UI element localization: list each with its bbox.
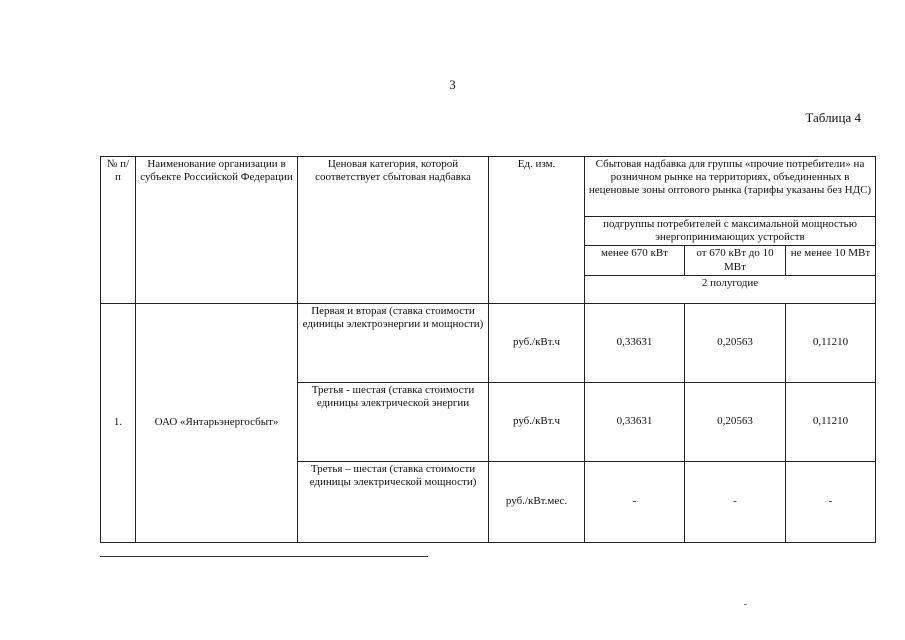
table-label: Таблица 4 xyxy=(805,110,861,125)
row-category: Первая и вторая (ставка стоимости единицы электроэнергии и мощности) xyxy=(298,303,489,382)
row-value-670-10: 0,20563 xyxy=(685,382,786,461)
row-category: Третья – шестая (ставка стоимости единицы электрической мощности) xyxy=(298,461,489,542)
header-col-670-10: от 670 кВт до 10 МВт xyxy=(685,246,786,275)
header-period: 2 полугодие xyxy=(585,275,876,303)
header-markup: Сбытовая надбавка для группы «прочие потребители» на розничном рынке на территориях, объединенных в неценовые зоны оптового рынка (тарифы указаны без НДС) xyxy=(585,157,876,217)
row-value-ge10: 0,11210 xyxy=(786,382,876,461)
row-category: Третья - шестая (ставка стоимости единицы электрической энергии xyxy=(298,382,489,461)
scan-mark xyxy=(744,604,747,605)
row-org: ОАО «Янтарьэнергосбыт» xyxy=(136,303,298,542)
row-unit: руб./кВт.мес. xyxy=(489,461,585,542)
header-category: Ценовая категория, которой соответствует сбытовая надбавка xyxy=(298,157,489,304)
tariff-table xyxy=(100,156,876,543)
row-value-lt670: 0,33631 xyxy=(585,382,685,461)
row-value-670-10: 0,20563 xyxy=(685,303,786,382)
header-unit: Ед. изм. xyxy=(489,157,585,304)
header-org: Наименование организации в субъекте Российской Федерации xyxy=(136,157,298,304)
row-unit: руб./кВт.ч xyxy=(489,382,585,461)
row-value-ge10: - xyxy=(786,461,876,542)
header-col-ge10: не менее 10 МВт xyxy=(786,246,876,275)
row-unit: руб./кВт.ч xyxy=(489,303,585,382)
row-value-lt670: 0,33631 xyxy=(585,303,685,382)
page-number: 3 xyxy=(449,77,456,92)
row-value-lt670: - xyxy=(585,461,685,542)
header-num: № п/п xyxy=(101,157,136,304)
header-col-lt670: менее 670 кВт xyxy=(585,246,685,275)
row-num: 1. xyxy=(101,303,136,542)
row-value-670-10: - xyxy=(685,461,786,542)
table-row xyxy=(101,303,876,382)
header-subgroups: подгруппы потребителей с максимальной мощностью энергопринимающих устройств xyxy=(585,217,876,246)
row-value-ge10: 0,11210 xyxy=(786,303,876,382)
header-row-main xyxy=(101,157,876,217)
footnote-divider xyxy=(100,556,428,557)
